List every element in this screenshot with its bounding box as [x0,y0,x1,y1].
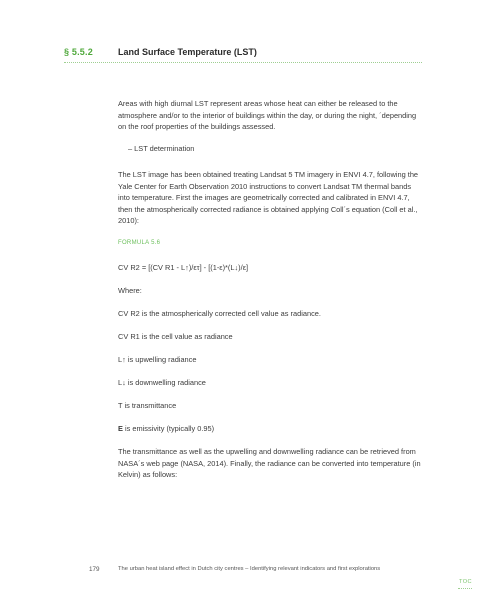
epsilon-symbol: E [118,424,123,433]
definition-cvr2: CV R2 is the atmospherically corrected cell value as radiance. [118,309,321,318]
formula-label: FORMULA 5.6 [118,240,161,246]
closing-paragraph: The transmittance as well as the upwelling and downwelling radiance can be retrieved from NASA´s web page (NASA, 2014). Finally, the radiance can be converted into temperature (in Kelvin) as follows: [118,447,421,479]
method-paragraph: The LST image has been obtained treating Landsat 5 TM imagery in ENVI 4.7, following the Yale Center for Earth Observation 2010 instructions to convert Landsat TM thermal bands into temperature. First the images are geometrically corrected and calibrated in ENVI 4.7, then the atmospherically corrected radiance is obtained applying Coll´s equation (Coll et al., 2010): [118,170,419,225]
definition-cvr1: CV R1 is the cell value as radiance [118,332,233,341]
bullet-item: – LST determination [128,144,195,153]
intro-paragraph: Areas with high diurnal LST represent areas whose heat can either be released to the atmosphere and/or to the interior of buildings within the day, or during the night, ´depending on the roof properties of the buildings assessed. [118,99,417,131]
section-title: Land Surface Temperature (LST) [118,47,257,57]
section-number: § 5.5.2 [64,47,93,57]
tau-symbol: T [118,401,123,410]
epsilon-text: is emissivity (typically 0.95) [122,424,215,433]
definition-transmittance [118,401,176,410]
where-label: Where: [118,286,142,295]
toc-underline [458,588,472,589]
section-divider [64,62,422,63]
definition-upwelling: L↑ is upwelling radiance [118,355,197,364]
formula: CV R2 = [(CV R1 - L↑)/ετ] - [(1-ε)*(L↓)/ε] [118,263,249,272]
page-number: 179 [89,566,100,573]
tau-text: is transmittance [122,401,177,410]
definition-emissivity [118,424,214,433]
toc-link[interactable]: TOC [459,579,472,585]
running-title: The urban heat island effect in Dutch city centres – Identifying relevant indicators and first explorations [118,566,381,572]
definition-downwelling: L↓ is downwelling radiance [118,378,206,387]
